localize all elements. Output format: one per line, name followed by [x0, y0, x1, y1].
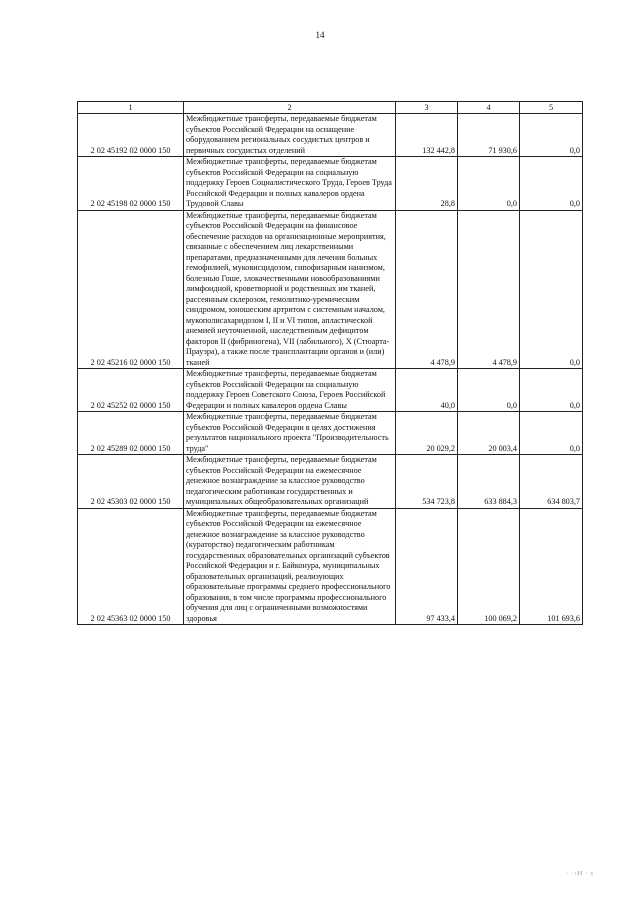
- description-cell: Межбюджетные трансферты, передаваемые бюджетам субъектов Российской Федерации на оснащение оборудованием региональных сосудистых центров и первичных сосудистых отделений: [184, 114, 396, 157]
- header-col-4: 4: [458, 102, 520, 114]
- description-cell: Межбюджетные трансферты, передаваемые бюджетам субъектов Российской Федерации на ежемесячное денежное вознаграждение за классное руководство (кураторство) педагогическим работникам государственных образовательных организаций субъектов Российской Федерации и г. Байконура, муниципальных образовательных организаций, реализующих образовательные программы среднего профессионального образования, в том числе программы профессионального обучения для лиц с ограниченными возможностями здоровья: [184, 508, 396, 625]
- amount-col4-cell: 4 478,9: [458, 210, 520, 369]
- budget-transfers-table: [77, 101, 583, 625]
- description-cell: Межбюджетные трансферты, передаваемые бюджетам субъектов Российской Федерации на социальную поддержку Героев Советского Союза, Героев Российской Федерации и полных кавалеров ордена Славы: [184, 369, 396, 412]
- budget-code-cell: 2 02 45303 02 0000 150: [78, 455, 184, 509]
- amount-col5-cell: 0,0: [520, 114, 583, 157]
- page-number: 14: [315, 30, 325, 40]
- amount-col3-cell: 534 723,8: [396, 455, 458, 509]
- amount-col4-cell: 71 930,6: [458, 114, 520, 157]
- table-row: [78, 114, 583, 157]
- budget-code-cell: 2 02 45363 02 0000 150: [78, 508, 184, 625]
- description-cell: Межбюджетные трансферты, передаваемые бюджетам субъектов Российской Федерации на финансовое обеспечение расходов на организационные мероприятия, связанные с обеспечением лиц лекарственными препаратами, предназначенными для лечения больных гемофилией, муковисцидозом, гипофизарным нанизмом, болезнью Гоше, злокачественными новообразованиями лимфоидной, кроветворной и родственных им тканей, рассеянным склерозом, гемолитико-уремическим синдромом, юношеским артритом с системным началом, мукополисахаридозом I, II и VI типов, апластической анемией неуточненной, наследственным дефицитом факторов II (фибриногена), VII (лабильного), X (Стюарта-Прауэра), а также после трансплантации органов и (или) тканей: [184, 210, 396, 369]
- amount-col3-cell: 40,0: [396, 369, 458, 412]
- description-cell: Межбюджетные трансферты, передаваемые бюджетам субъектов Российской Федерации на социальную поддержку Героев Социалистического Труда, Героев Труда Российской Федерации и полных кавалеров ордена Трудовой Славы: [184, 157, 396, 211]
- footer-mark: · ·:II · ı: [566, 871, 594, 877]
- description-cell: Межбюджетные трансферты, передаваемые бюджетам субъектов Российской Федерации в целях достижения результатов национального проекта "Производительность труда": [184, 412, 396, 455]
- amount-col4-cell: 100 069,2: [458, 508, 520, 625]
- amount-col5-cell: 101 693,6: [520, 508, 583, 625]
- amount-col3-cell: 132 442,8: [396, 114, 458, 157]
- budget-code-cell: 2 02 45252 02 0000 150: [78, 369, 184, 412]
- table-row: [78, 210, 583, 369]
- table-row: [78, 369, 583, 412]
- table-row: [78, 508, 583, 625]
- amount-col5-cell: 634 803,7: [520, 455, 583, 509]
- budget-code-cell: 2 02 45198 02 0000 150: [78, 157, 184, 211]
- table-header-row: [78, 102, 583, 114]
- amount-col4-cell: 0,0: [458, 157, 520, 211]
- table-row: [78, 157, 583, 211]
- amount-col3-cell: 20 029,2: [396, 412, 458, 455]
- amount-col4-cell: 20 003,4: [458, 412, 520, 455]
- budget-code-cell: 2 02 45289 02 0000 150: [78, 412, 184, 455]
- amount-col5-cell: 0,0: [520, 157, 583, 211]
- amount-col4-cell: 0,0: [458, 369, 520, 412]
- table-row: [78, 455, 583, 509]
- description-cell: Межбюджетные трансферты, передаваемые бюджетам субъектов Российской Федерации на ежемесячное денежное вознаграждение за классное руководство педагогическим работникам государственных и муниципальных общеобразовательных организаций: [184, 455, 396, 509]
- header-col-3: 3: [396, 102, 458, 114]
- amount-col5-cell: 0,0: [520, 369, 583, 412]
- amount-col3-cell: 4 478,9: [396, 210, 458, 369]
- amount-col4-cell: 633 884,3: [458, 455, 520, 509]
- amount-col5-cell: 0,0: [520, 412, 583, 455]
- table-row: [78, 412, 583, 455]
- amount-col5-cell: 0,0: [520, 210, 583, 369]
- header-col-2: 2: [184, 102, 396, 114]
- header-col-1: 1: [78, 102, 184, 114]
- budget-code-cell: 2 02 45192 02 0000 150: [78, 114, 184, 157]
- amount-col3-cell: 97 433,4: [396, 508, 458, 625]
- header-col-5: 5: [520, 102, 583, 114]
- amount-col3-cell: 28,8: [396, 157, 458, 211]
- budget-code-cell: 2 02 45216 02 0000 150: [78, 210, 184, 369]
